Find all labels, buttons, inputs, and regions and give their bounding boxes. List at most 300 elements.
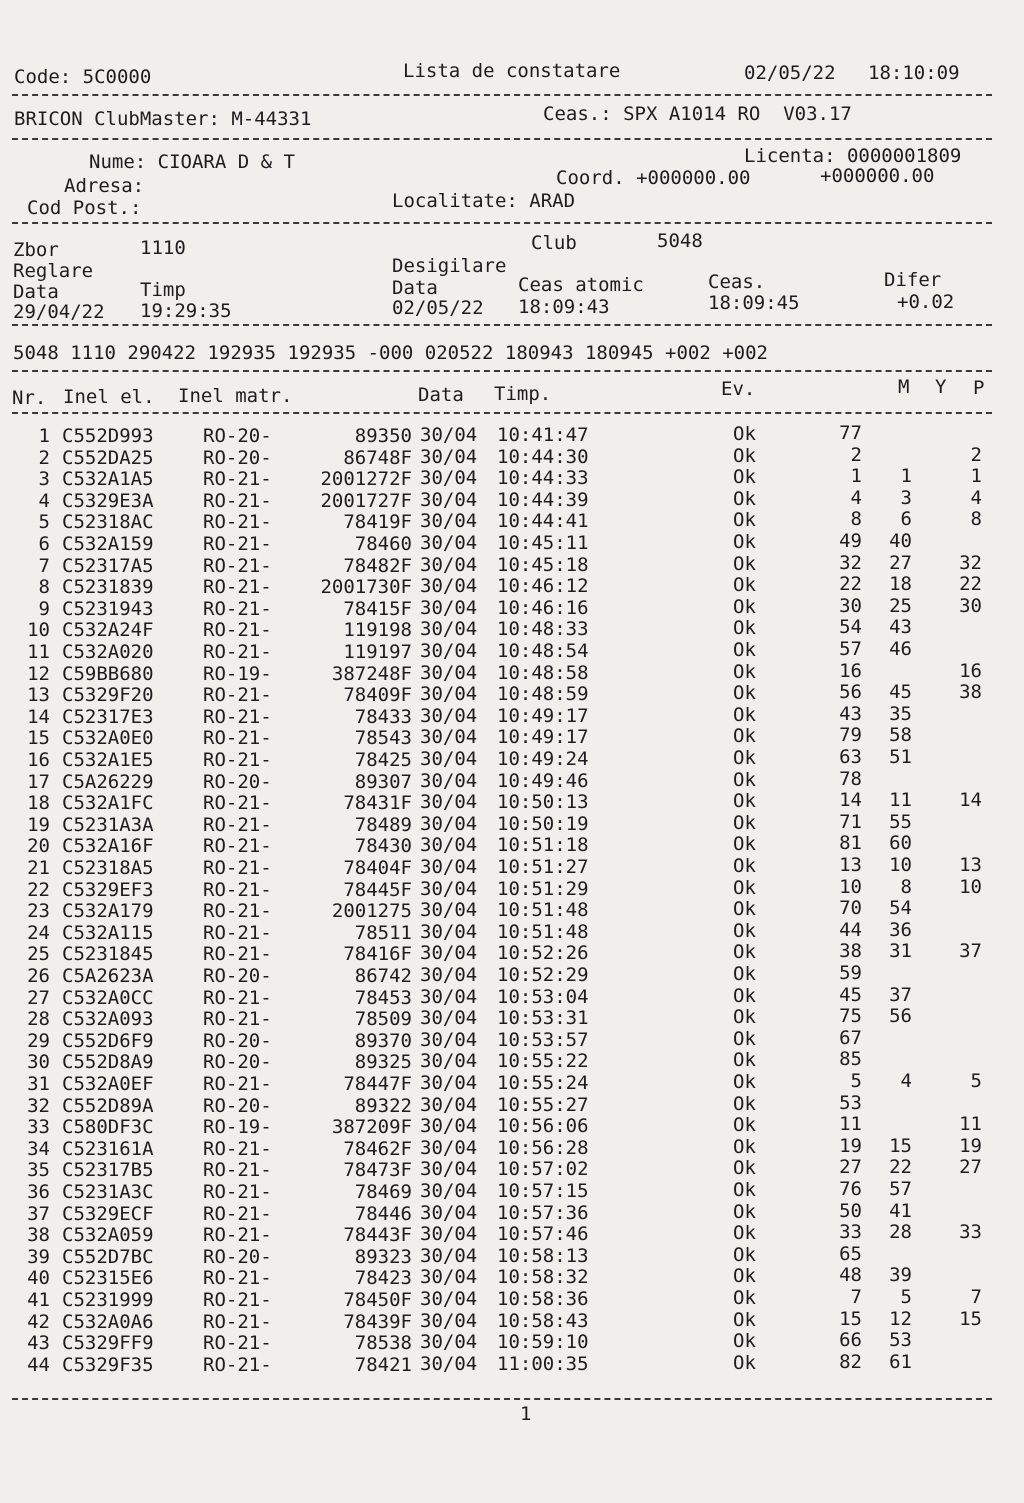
row-m: 2 bbox=[850, 443, 862, 466]
row-event: Ok bbox=[733, 984, 756, 1007]
row-inel-prefix: RO-21- bbox=[203, 749, 272, 771]
license-label: Licenta: 0000001809 bbox=[744, 145, 962, 167]
row-time: 10:58:13 bbox=[497, 1244, 589, 1267]
row-inel-el: C5231A3A bbox=[62, 813, 154, 836]
row-inel-prefix: RO-21- bbox=[203, 597, 272, 620]
row-event: Ok bbox=[733, 963, 756, 985]
row-nr: 43 bbox=[27, 1332, 50, 1355]
row-event: Ok bbox=[733, 1351, 756, 1374]
row-m: 54 bbox=[839, 616, 862, 639]
row-date: 30/04 bbox=[420, 834, 478, 857]
row-event: Ok bbox=[733, 487, 756, 510]
row-nr: 42 bbox=[27, 1310, 50, 1333]
clock-label: Ceas.: SPX A1014 RO V03.17 bbox=[543, 103, 852, 125]
row-y: 11 bbox=[889, 789, 912, 812]
difference-value: +0.02 bbox=[897, 291, 955, 313]
row-inel-number: 78445F bbox=[343, 878, 412, 901]
row-event: Ok bbox=[733, 941, 756, 964]
row-event: Ok bbox=[733, 509, 756, 532]
row-y: 6 bbox=[900, 508, 912, 531]
row-inel-number: 78453 bbox=[354, 986, 412, 1009]
row-inel-el: C532A059 bbox=[62, 1224, 154, 1247]
row-nr: 15 bbox=[27, 727, 50, 750]
row-date: 30/04 bbox=[420, 467, 478, 490]
row-inel-el: C532A020 bbox=[62, 641, 154, 663]
row-y: 56 bbox=[889, 1005, 912, 1028]
row-date: 30/04 bbox=[420, 856, 478, 878]
code-label: Code: 5C0000 bbox=[14, 66, 152, 88]
row-nr: 10 bbox=[27, 619, 50, 642]
row-inel-number: 78460 bbox=[354, 533, 412, 555]
row-nr: 14 bbox=[27, 705, 50, 728]
page-number: 1 bbox=[520, 1403, 532, 1425]
row-date: 30/04 bbox=[420, 1309, 478, 1332]
row-inel-el: C5329EF3 bbox=[62, 878, 154, 901]
row-m: 8 bbox=[850, 508, 862, 531]
row-inel-number: 78423 bbox=[354, 1267, 412, 1290]
row-p: 27 bbox=[959, 1156, 982, 1179]
row-time: 10:48:33 bbox=[497, 618, 589, 641]
row-inel-prefix: RO-21- bbox=[203, 533, 272, 555]
row-time: 10:49:17 bbox=[497, 704, 589, 727]
divider bbox=[12, 94, 992, 96]
row-event: Ok bbox=[733, 1265, 756, 1288]
divider bbox=[12, 222, 992, 224]
row-inel-prefix: RO-21- bbox=[203, 878, 272, 901]
row-m: 70 bbox=[839, 897, 862, 920]
row-event: Ok bbox=[733, 423, 756, 445]
row-p: 19 bbox=[959, 1134, 982, 1157]
row-date: 30/04 bbox=[420, 1201, 478, 1224]
row-event: Ok bbox=[733, 444, 756, 467]
atomic-time: 18:09:43 bbox=[518, 296, 610, 318]
row-inel-prefix: RO-21- bbox=[203, 641, 272, 663]
row-m: 43 bbox=[839, 702, 862, 725]
row-date: 30/04 bbox=[420, 899, 478, 922]
header-time: 18:10:09 bbox=[868, 62, 960, 84]
row-inel-prefix: RO-19- bbox=[203, 662, 272, 685]
row-inel-el: C52317E3 bbox=[62, 705, 154, 728]
row-inel-el: C5329FF9 bbox=[62, 1332, 154, 1355]
row-inel-el: C532A1FC bbox=[62, 792, 154, 815]
row-inel-el: C532A1E5 bbox=[62, 749, 154, 771]
row-y: 8 bbox=[900, 875, 912, 898]
row-date: 30/04 bbox=[420, 424, 478, 446]
divider bbox=[12, 412, 992, 414]
row-event: Ok bbox=[733, 617, 756, 640]
row-inel-prefix: RO-21- bbox=[203, 1073, 272, 1095]
col-p: P bbox=[973, 377, 985, 399]
row-inel-el: C52317A5 bbox=[62, 554, 154, 577]
row-nr: 17 bbox=[27, 770, 50, 793]
row-inel-el: C552D6F9 bbox=[62, 1029, 154, 1052]
row-nr: 26 bbox=[27, 965, 50, 987]
row-inel-el: C5329F20 bbox=[62, 684, 154, 707]
row-nr: 6 bbox=[38, 533, 50, 555]
row-m: 82 bbox=[839, 1350, 862, 1373]
row-event: Ok bbox=[733, 531, 756, 553]
row-inel-number: 78509 bbox=[354, 1008, 412, 1031]
row-inel-prefix: RO-21- bbox=[203, 727, 272, 750]
row-inel-el: C52318A5 bbox=[62, 857, 154, 879]
row-inel-number: 89350 bbox=[354, 425, 412, 447]
row-inel-number: 78409F bbox=[343, 684, 412, 707]
club-label: Club bbox=[531, 232, 577, 254]
row-event: Ok bbox=[733, 1071, 756, 1093]
row-time: 10:52:26 bbox=[497, 942, 589, 965]
row-inel-el: C552D8A9 bbox=[62, 1051, 154, 1074]
row-inel-prefix: RO-21- bbox=[203, 554, 272, 577]
row-time: 10:57:36 bbox=[497, 1201, 589, 1224]
row-inel-el: C532A1A5 bbox=[62, 468, 154, 491]
row-inel-prefix: RO-21- bbox=[203, 1224, 272, 1247]
row-inel-prefix: RO-20- bbox=[203, 770, 272, 793]
row-date: 30/04 bbox=[420, 683, 478, 706]
row-y: 53 bbox=[889, 1329, 912, 1352]
row-inel-el: C532A115 bbox=[62, 921, 154, 944]
row-event: Ok bbox=[733, 833, 756, 856]
row-m: 14 bbox=[839, 789, 862, 812]
row-inel-prefix: RO-21- bbox=[203, 792, 272, 815]
row-event: Ok bbox=[733, 1287, 756, 1309]
row-date: 30/04 bbox=[420, 488, 478, 511]
row-inel-number: 78421 bbox=[354, 1353, 412, 1376]
owner-postcode: Cod Post.: bbox=[27, 197, 142, 219]
row-y: 10 bbox=[889, 854, 912, 876]
row-m: 19 bbox=[839, 1134, 862, 1157]
row-inel-number: 78415F bbox=[343, 597, 412, 620]
row-inel-number: 2001730F bbox=[320, 576, 412, 599]
row-inel-number: 89323 bbox=[354, 1245, 412, 1268]
desig-data-label: Data bbox=[392, 277, 438, 299]
row-time: 10:57:15 bbox=[497, 1180, 589, 1202]
row-inel-el: C552D7BC bbox=[62, 1245, 154, 1268]
row-time: 10:52:29 bbox=[497, 964, 589, 986]
col-m: M bbox=[898, 376, 910, 398]
row-inel-prefix: RO-21- bbox=[203, 1332, 272, 1355]
row-m: 44 bbox=[839, 918, 862, 941]
row-time: 10:55:24 bbox=[497, 1072, 589, 1094]
row-inel-number: 2001275 bbox=[331, 900, 412, 923]
row-nr: 38 bbox=[27, 1224, 50, 1247]
row-event: Ok bbox=[733, 876, 756, 899]
row-inel-number: 78416F bbox=[343, 943, 412, 966]
row-nr: 18 bbox=[27, 792, 50, 815]
row-inel-number: 2001272F bbox=[320, 468, 412, 491]
divider bbox=[12, 324, 992, 326]
clock-col-label: Ceas. bbox=[708, 271, 766, 293]
row-inel-el: C59BB680 bbox=[62, 662, 154, 685]
row-inel-el: C552D89A bbox=[62, 1094, 154, 1117]
row-y: 43 bbox=[889, 616, 912, 639]
coord-second: +000000.00 bbox=[820, 165, 935, 187]
row-date: 30/04 bbox=[420, 748, 478, 770]
row-date: 30/04 bbox=[420, 1028, 478, 1051]
row-m: 4 bbox=[850, 486, 862, 509]
row-nr: 21 bbox=[27, 857, 50, 879]
row-date: 30/04 bbox=[420, 1266, 478, 1289]
row-m: 1 bbox=[850, 465, 862, 488]
row-date: 30/04 bbox=[420, 942, 478, 965]
row-nr: 3 bbox=[38, 468, 50, 491]
row-m: 7 bbox=[850, 1286, 862, 1308]
row-date: 30/04 bbox=[420, 1331, 478, 1354]
row-inel-prefix: RO-21- bbox=[203, 576, 272, 599]
row-inel-prefix: RO-21- bbox=[203, 1289, 272, 1311]
row-inel-prefix: RO-19- bbox=[203, 1116, 272, 1139]
row-nr: 13 bbox=[27, 684, 50, 707]
reglare-date: 29/04/22 bbox=[13, 301, 105, 323]
col-nr: Nr. bbox=[12, 387, 47, 409]
clubmaster-label: BRICON ClubMaster: M-44331 bbox=[14, 108, 312, 130]
row-inel-prefix: RO-21- bbox=[203, 1159, 272, 1182]
row-event: Ok bbox=[733, 660, 756, 683]
row-inel-prefix: RO-21- bbox=[203, 986, 272, 1009]
row-time: 10:48:54 bbox=[497, 640, 589, 662]
row-time: 10:50:19 bbox=[497, 812, 589, 835]
row-m: 56 bbox=[839, 681, 862, 704]
row-date: 30/04 bbox=[420, 769, 478, 792]
row-m: 75 bbox=[839, 1005, 862, 1028]
row-time: 10:51:29 bbox=[497, 877, 589, 900]
row-inel-number: 78431F bbox=[343, 792, 412, 815]
row-inel-number: 78462F bbox=[343, 1137, 412, 1160]
row-inel-number: 86742 bbox=[354, 965, 412, 987]
row-inel-el: C523161A bbox=[62, 1137, 154, 1160]
row-inel-el: C5329F35 bbox=[62, 1353, 154, 1376]
row-date: 30/04 bbox=[420, 1158, 478, 1181]
row-time: 10:57:02 bbox=[497, 1158, 589, 1181]
row-y: 46 bbox=[889, 638, 912, 660]
row-nr: 44 bbox=[27, 1353, 50, 1376]
row-y: 55 bbox=[889, 810, 912, 833]
row-inel-prefix: RO-21- bbox=[203, 813, 272, 836]
row-inel-el: C5231943 bbox=[62, 597, 154, 620]
row-m: 78 bbox=[839, 767, 862, 790]
row-time: 10:44:30 bbox=[497, 445, 589, 468]
row-time: 10:49:17 bbox=[497, 726, 589, 749]
row-inel-el: C532A0CC bbox=[62, 986, 154, 1009]
row-p: 16 bbox=[959, 659, 982, 682]
row-event: Ok bbox=[733, 1222, 756, 1245]
row-inel-el: C580DF3C bbox=[62, 1116, 154, 1139]
row-time: 11:00:35 bbox=[497, 1352, 589, 1375]
row-date: 30/04 bbox=[420, 812, 478, 835]
row-inel-prefix: RO-20- bbox=[203, 1029, 272, 1052]
row-m: 11 bbox=[839, 1113, 862, 1136]
row-nr: 19 bbox=[27, 813, 50, 836]
row-p: 11 bbox=[959, 1113, 982, 1136]
row-m: 49 bbox=[839, 530, 862, 552]
row-inel-prefix: RO-21- bbox=[203, 835, 272, 858]
row-event: Ok bbox=[733, 768, 756, 791]
row-time: 10:51:27 bbox=[497, 856, 589, 878]
row-date: 30/04 bbox=[420, 596, 478, 619]
desigilare-label: Desigilare bbox=[392, 255, 507, 277]
row-event: Ok bbox=[733, 574, 756, 597]
row-m: 67 bbox=[839, 1026, 862, 1049]
row-time: 10:53:31 bbox=[497, 1007, 589, 1030]
row-event: Ok bbox=[733, 1330, 756, 1353]
row-date: 30/04 bbox=[420, 575, 478, 598]
row-inel-el: C532A159 bbox=[62, 533, 154, 555]
row-date: 30/04 bbox=[420, 532, 478, 554]
row-date: 30/04 bbox=[420, 553, 478, 576]
col-inel-matr: Inel matr. bbox=[178, 385, 293, 407]
row-inel-number: 78489 bbox=[354, 813, 412, 836]
row-nr: 39 bbox=[27, 1245, 50, 1268]
row-p: 1 bbox=[970, 465, 982, 488]
row-y: 27 bbox=[889, 551, 912, 574]
row-time: 10:49:46 bbox=[497, 769, 589, 792]
row-inel-prefix: RO-21- bbox=[203, 943, 272, 966]
row-p: 33 bbox=[959, 1221, 982, 1244]
row-inel-el: C5231999 bbox=[62, 1289, 154, 1311]
row-nr: 31 bbox=[27, 1073, 50, 1095]
row-time: 10:56:06 bbox=[497, 1115, 589, 1138]
row-m: 81 bbox=[839, 832, 862, 855]
row-nr: 5 bbox=[38, 511, 50, 534]
row-inel-el: C552DA25 bbox=[62, 446, 154, 469]
row-p: 13 bbox=[959, 854, 982, 876]
row-event: Ok bbox=[733, 552, 756, 575]
owner-name: Nume: CIOARA D & T bbox=[89, 151, 295, 173]
row-m: 32 bbox=[839, 551, 862, 574]
row-event: Ok bbox=[733, 595, 756, 618]
row-inel-prefix: RO-20- bbox=[203, 1245, 272, 1268]
row-date: 30/04 bbox=[420, 1136, 478, 1159]
row-p: 14 bbox=[959, 789, 982, 812]
row-inel-el: C532A24F bbox=[62, 619, 154, 642]
row-nr: 34 bbox=[27, 1137, 50, 1160]
row-event: Ok bbox=[733, 898, 756, 921]
row-inel-prefix: RO-21- bbox=[203, 468, 272, 491]
row-time: 10:58:32 bbox=[497, 1266, 589, 1289]
row-y: 25 bbox=[889, 594, 912, 617]
reglare-timp-label: Timp bbox=[140, 279, 186, 301]
flight-label: Zbor bbox=[13, 239, 59, 261]
row-date: 30/04 bbox=[420, 1050, 478, 1073]
row-inel-el: C5329ECF bbox=[62, 1202, 154, 1225]
row-nr: 28 bbox=[27, 1008, 50, 1031]
row-nr: 16 bbox=[27, 749, 50, 771]
document-title: Lista de constatare bbox=[403, 60, 621, 82]
row-m: 16 bbox=[839, 659, 862, 682]
row-m: 45 bbox=[839, 983, 862, 1006]
row-inel-number: 78543 bbox=[354, 727, 412, 750]
row-inel-el: C5231A3C bbox=[62, 1181, 154, 1203]
row-time: 10:51:18 bbox=[497, 834, 589, 857]
row-y: 57 bbox=[889, 1178, 912, 1200]
row-event: Ok bbox=[733, 682, 756, 705]
row-date: 30/04 bbox=[420, 791, 478, 814]
row-y: 31 bbox=[889, 940, 912, 963]
row-inel-number: 78469 bbox=[354, 1181, 412, 1203]
row-time: 10:53:57 bbox=[497, 1028, 589, 1051]
row-event: Ok bbox=[733, 919, 756, 942]
row-y: 22 bbox=[889, 1156, 912, 1179]
row-p: 10 bbox=[959, 875, 982, 898]
row-time: 10:51:48 bbox=[497, 899, 589, 922]
row-inel-number: 86748F bbox=[343, 446, 412, 469]
row-event: Ok bbox=[733, 1092, 756, 1115]
row-event: Ok bbox=[733, 725, 756, 748]
row-p: 37 bbox=[959, 940, 982, 963]
row-inel-number: 89370 bbox=[354, 1029, 412, 1052]
row-p: 8 bbox=[970, 508, 982, 531]
row-date: 30/04 bbox=[420, 726, 478, 749]
row-inel-prefix: RO-21- bbox=[203, 1181, 272, 1203]
row-nr: 11 bbox=[27, 641, 50, 663]
row-inel-prefix: RO-21- bbox=[203, 900, 272, 923]
row-inel-number: 387248F bbox=[331, 662, 412, 685]
row-nr: 25 bbox=[27, 943, 50, 966]
row-m: 48 bbox=[839, 1264, 862, 1287]
row-event: Ok bbox=[733, 1135, 756, 1158]
row-inel-number: 78425 bbox=[354, 749, 412, 771]
row-inel-el: C532A0EF bbox=[62, 1073, 154, 1095]
row-event: Ok bbox=[733, 1243, 756, 1266]
row-y: 51 bbox=[889, 746, 912, 768]
row-event: Ok bbox=[733, 811, 756, 834]
row-inel-number: 89325 bbox=[354, 1051, 412, 1074]
row-m: 79 bbox=[839, 724, 862, 747]
row-nr: 23 bbox=[27, 900, 50, 923]
row-time: 10:48:58 bbox=[497, 661, 589, 684]
row-inel-prefix: RO-21- bbox=[203, 511, 272, 534]
row-inel-el: C5A26229 bbox=[62, 770, 154, 793]
row-inel-number: 78447F bbox=[343, 1073, 412, 1095]
row-m: 63 bbox=[839, 746, 862, 768]
row-y: 54 bbox=[889, 897, 912, 920]
row-m: 76 bbox=[839, 1178, 862, 1200]
row-m: 33 bbox=[839, 1221, 862, 1244]
row-inel-prefix: RO-21- bbox=[203, 1137, 272, 1160]
row-event: Ok bbox=[733, 1308, 756, 1331]
row-y: 18 bbox=[889, 573, 912, 596]
row-time: 10:55:27 bbox=[497, 1093, 589, 1116]
reglare-data-label: Data bbox=[13, 281, 59, 303]
row-inel-number: 78439F bbox=[343, 1310, 412, 1333]
row-date: 30/04 bbox=[420, 1072, 478, 1094]
row-p: 7 bbox=[970, 1286, 982, 1308]
row-event: Ok bbox=[733, 790, 756, 813]
row-p: 22 bbox=[959, 573, 982, 596]
row-y: 45 bbox=[889, 681, 912, 704]
reglare-time: 19:29:35 bbox=[140, 300, 232, 322]
row-inel-el: C532A093 bbox=[62, 1008, 154, 1031]
row-inel-number: 78433 bbox=[354, 705, 412, 728]
row-m: 5 bbox=[850, 1070, 862, 1092]
row-m: 77 bbox=[839, 422, 862, 444]
row-inel-number: 78419F bbox=[343, 511, 412, 534]
row-inel-prefix: RO-21- bbox=[203, 921, 272, 944]
row-event: Ok bbox=[733, 1006, 756, 1029]
row-event: Ok bbox=[733, 1114, 756, 1137]
row-m: 15 bbox=[839, 1307, 862, 1330]
row-inel-number: 78538 bbox=[354, 1332, 412, 1355]
row-nr: 27 bbox=[27, 986, 50, 1009]
clock-time: 18:09:45 bbox=[708, 292, 800, 314]
row-inel-number: 119197 bbox=[343, 641, 412, 663]
row-inel-number: 78404F bbox=[343, 857, 412, 879]
row-event: Ok bbox=[733, 1027, 756, 1050]
row-inel-el: C532A0E0 bbox=[62, 727, 154, 750]
club-value: 5048 bbox=[657, 230, 703, 252]
row-time: 10:44:39 bbox=[497, 488, 589, 511]
row-inel-number: 119198 bbox=[343, 619, 412, 642]
divider bbox=[12, 1398, 992, 1400]
